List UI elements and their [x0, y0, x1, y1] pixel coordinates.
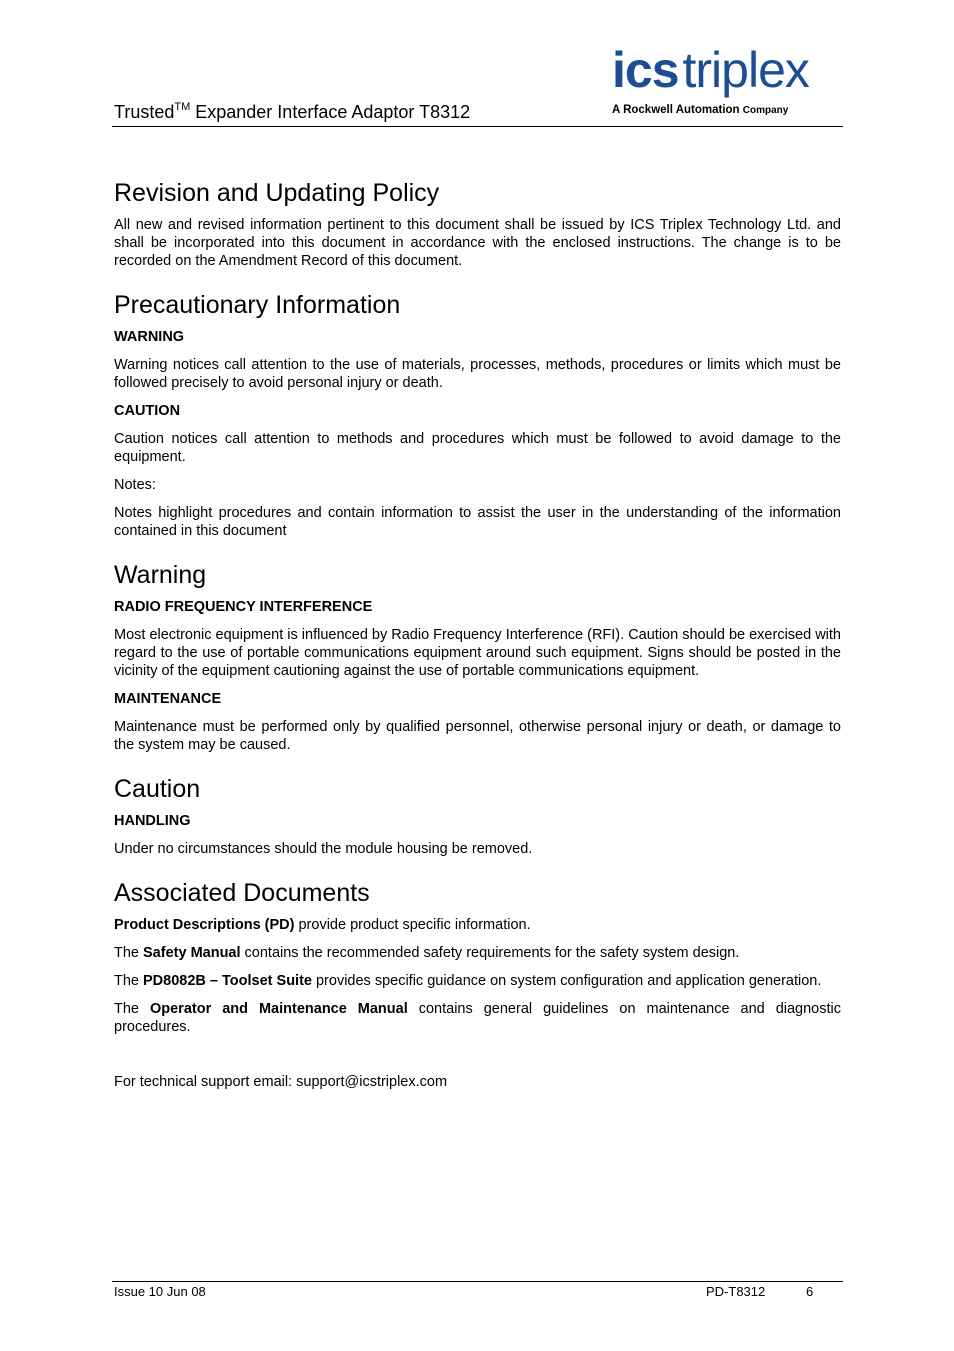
- rfi-text: Most electronic equipment is influenced by Radio Frequency Interference (RFI). Caution should be exercised with regard to the use of portable communications equipment around such equipment. Signs should be posted in the vicinity of the equipment cautioning against the use of portable communications equipment.: [114, 627, 841, 679]
- heading-caution: Caution: [114, 775, 201, 803]
- logo-wordmark: [612, 44, 809, 96]
- subheading-maintenance: MAINTENANCE: [114, 691, 222, 707]
- trademark-mark: TM: [174, 101, 191, 113]
- warning-notice-text: Warning notices call attention to the use of materials, processes, methods, procedures or limits which must be followed precisely to avoid personal injury or death.: [114, 357, 841, 391]
- subheading-warning: WARNING: [114, 329, 185, 345]
- om-manual-title: Operator and Maintenance Manual: [149, 1001, 408, 1017]
- toolset-pre: The: [114, 973, 144, 989]
- document-title: [114, 101, 470, 123]
- handling-text: Under no circumstances should the module housing be removed.: [114, 841, 533, 857]
- toolset-title: PD8082B – Toolset Suite: [143, 973, 312, 989]
- ics-triplex-logo: [612, 44, 844, 122]
- logo-tagline-suffix: Company: [742, 105, 789, 116]
- revision-text: All new and revised information pertinent to this document shall be issued by ICS Triplex Technology Ltd. and shall be incorporated into this document in accordance with the enclosed instructions. The change is to be recorded on the Amendment Record of this document.: [114, 217, 841, 269]
- subheading-handling: HANDLING: [114, 813, 191, 829]
- support-contact: For technical support email: support@icstriplex.com: [114, 1074, 448, 1090]
- logo-triplex: triplex: [682, 42, 809, 98]
- pd-reference-title: Product Descriptions (PD): [114, 917, 295, 933]
- pd-reference: [114, 916, 841, 934]
- toolset-reference: [114, 972, 841, 990]
- title-rest: Expander Interface Adaptor T8312: [190, 102, 471, 122]
- subheading-rfi: RADIO FREQUENCY INTERFERENCE: [114, 599, 373, 615]
- header-divider: [112, 126, 843, 127]
- logo-ics: ics: [612, 42, 679, 98]
- maintenance-text: Maintenance must be performed only by qualified personnel, otherwise personal injury or death, or damage to the system may be caused.: [114, 719, 841, 753]
- notes-label: Notes:: [114, 477, 156, 493]
- heading-associated-documents: Associated Documents: [114, 879, 370, 907]
- footer-issue: Issue 10 Jun 08: [114, 1284, 206, 1299]
- om-manual-reference: [114, 1000, 841, 1036]
- footer-page-number: 6: [806, 1284, 814, 1299]
- title-prefix: Trusted: [114, 102, 175, 122]
- safety-manual-reference: [114, 944, 841, 962]
- footer-divider: [112, 1281, 843, 1282]
- logo-tagline: [612, 104, 788, 116]
- safety-manual-desc: contains the recommended safety requirements for the safety system design.: [240, 945, 740, 961]
- toolset-desc: provides specific guidance on system configuration and application generation.: [311, 973, 822, 989]
- footer-doc-id: PD-T8312: [706, 1284, 766, 1299]
- document-body: [114, 178, 841, 1101]
- caution-notice-text: Caution notices call attention to methods and procedures which must be followed to avoid damage to the equipment.: [114, 431, 841, 465]
- notes-text: Notes highlight procedures and contain information to assist the user in the understanding of the information contained in this document: [114, 505, 841, 539]
- safety-manual-title: Safety Manual: [143, 945, 241, 961]
- pd-reference-desc: provide product specific information.: [294, 917, 531, 933]
- om-pre: The: [114, 1001, 150, 1017]
- subheading-caution: CAUTION: [114, 403, 181, 419]
- safety-pre: The: [114, 945, 144, 961]
- om-manual-desc: contains general guidelines on maintenance and diagnostic procedures.: [114, 1001, 841, 1035]
- heading-precautionary: Precautionary Information: [114, 291, 401, 319]
- heading-revision: Revision and Updating Policy: [114, 179, 440, 207]
- heading-warning: Warning: [114, 561, 207, 589]
- logo-tagline-company: A Rockwell Automation: [612, 104, 740, 116]
